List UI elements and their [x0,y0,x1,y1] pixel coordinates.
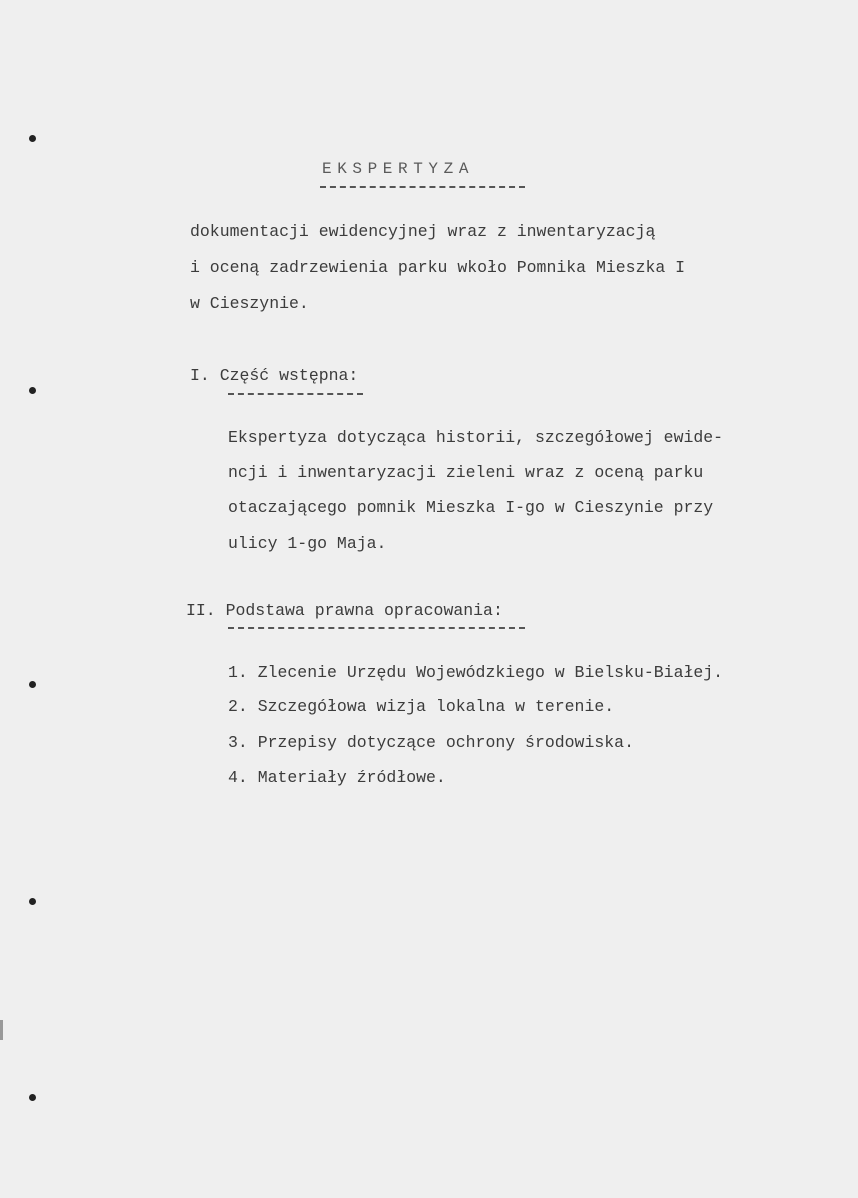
section-2-item-4: 4. Materiały źródłowe. [228,768,446,787]
page-edge-mark [0,1020,3,1040]
section-1-underline [228,393,363,395]
section-1-line-4: ulicy 1-go Maja. [228,534,387,553]
section-2-underline [228,627,525,629]
punch-hole [29,681,36,688]
intro-line-2: i oceną zadrzewienia parku wkoło Pomnika Mieszka I [190,258,686,277]
section-1-line-2: ncji i inwentaryzacji zieleni wraz z oceną parku [228,463,704,482]
section-1-heading: I. Część wstępna: [190,366,359,385]
section-2-item-1: 1. Zlecenie Urzędu Wojewódzkiego w Bielsku-Białej. [228,663,724,682]
punch-hole [29,898,36,905]
intro-line-1: dokumentacji ewidencyjnej wraz z inwentaryzacją [190,222,656,241]
intro-line-3: w Cieszynie. [190,294,309,313]
punch-hole [29,135,36,142]
document-title: EKSPERTYZA [322,160,475,178]
title-underline [320,186,525,188]
section-2-item-3: 3. Przepisy dotyczące ochrony środowiska. [228,733,634,752]
section-2-item-2: 2. Szczegółowa wizja lokalna w terenie. [228,697,615,716]
punch-hole [29,1094,36,1101]
section-1-line-1: Ekspertyza dotycząca historii, szczegółowej ewide- [228,428,724,447]
section-2-heading: II. Podstawa prawna opracowania: [186,601,503,620]
section-1-line-3: otaczającego pomnik Mieszka I-go w Cieszynie przy [228,498,714,517]
punch-hole [29,387,36,394]
